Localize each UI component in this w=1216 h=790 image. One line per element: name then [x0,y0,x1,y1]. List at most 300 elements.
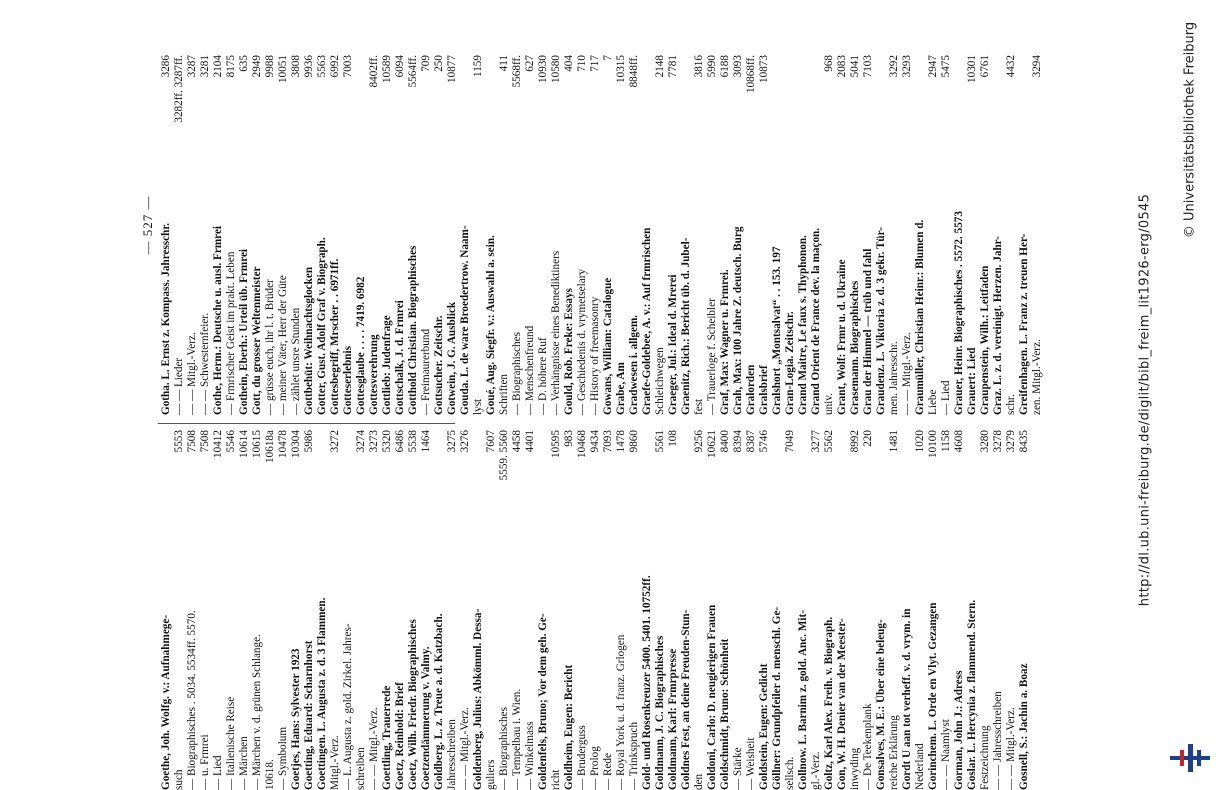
entry-text: Grau der Himmel — trüb und fahl [862,248,874,415]
index-entry [420,55,433,415]
index-entry [550,55,563,415]
entry-reference: 1159 [472,55,484,77]
entry-text: zen. Mitgl.-Verz. [1031,339,1043,415]
ub-freiburg-logo-icon [1168,742,1212,774]
index-entry [394,55,407,415]
index-entry [381,430,394,790]
entry-reference: 3277 [810,430,822,453]
entry-text: Gralsbrief [758,365,770,415]
entry-text: — zählet unsre Stunden [290,307,302,415]
entry-reference: 5475 [940,55,952,78]
index-entry [485,430,498,790]
entry-reference: 8992 [849,430,861,453]
entry-text: schr. [1005,394,1017,415]
entry-text: lyst [472,398,484,415]
entry-reference: 7049 [784,430,796,453]
index-entry [212,55,225,415]
index-entry [628,55,641,415]
entry-text: Gouda. L. de ware Broedertrow. Naam- [459,225,471,415]
index-entry [745,430,758,790]
index-entry [1018,430,1031,790]
entry-text: — Biographisches [511,332,523,415]
entry-reference: 10301 [966,55,978,83]
entry-reference: 627 [524,55,536,72]
entry-text: Gorman, John J.: Adress [953,670,965,790]
index-entry [758,55,771,415]
entry-text: Gralorden [745,364,757,415]
entry-text: Gottlieb: Judenfrage [381,315,393,415]
entry-reference: 5553 [173,430,185,453]
entry-text: reiche Erklärung [888,715,900,790]
index-entry [940,430,953,790]
index-entry [758,430,771,790]
entry-text: Gotthold Christian. Biographisches [407,245,419,415]
entry-text: — grüsse euch, ihr l. t. Brüder [264,279,276,415]
entry-reference: 3816 [693,55,705,78]
index-entry [615,55,628,415]
index-entry [420,430,433,790]
entry-reference: 3282ff. 3287ff. [173,55,185,123]
entry-text: Goltz, Karl Alex. Freih. v. Biograph. [823,616,835,790]
entry-reference: 10930 [537,55,549,83]
entry-text: Gotha. L. Ernst z. Kompass. Jahresschr. [160,222,172,415]
index-entry [966,430,979,790]
entry-text: gl.-Verz. [810,751,822,790]
entry-text: guliers [485,759,497,790]
entry-text: sellsch. [784,756,796,790]
entry-text: Goldberg. L. z. Treue a. d. Katzbach. [433,613,445,790]
entry-text: — u. Frmrei [199,734,211,790]
entry-text: — — Mitgl.-Verz. [901,332,913,415]
entry-reference: 7781 [667,55,679,78]
entry-reference: 5564ff. [407,55,419,88]
index-entry [225,55,238,415]
index-entry [550,430,563,790]
entry-text: Goldenberg, Julius: Abkömml. Dessa- [472,608,484,790]
index-entry [498,430,511,790]
entry-text: Goslar. L. Hercynia z. flammend. Stern. [966,599,978,790]
entry-text: Graenitz, Rich.: Bericht üb. d. Jubel- [680,237,692,415]
index-entry [641,430,654,790]
entry-text: Schleichwegen [654,347,666,415]
entry-reference: 3275 [446,430,458,453]
entry-text: Gon, W. H. Denier van der Meester- [836,618,848,790]
entry-reference: 8387 [745,430,757,453]
entry-reference: 9434 [589,430,601,453]
entry-reference: 10051 [277,55,289,83]
entry-text: — D. höhere Ruf [537,337,549,415]
index-entry [784,55,797,415]
entry-reference: 7093 [602,430,614,453]
index-entry [576,55,589,415]
entry-reference: 5320 [381,430,393,453]
entry-reference: 10621 [706,430,718,458]
index-entry [303,430,316,790]
entry-text: — Verhängnisse eines Benediktiners [550,250,562,415]
entry-text: Graf, Max: Wagner u. Frmrei. [719,269,731,415]
index-entry [862,430,875,790]
entry-text: Göllner: Grundpfeiler d. menschl. Ge- [771,606,783,790]
entry-reference: 8175 [225,55,237,78]
index-entry [459,55,472,415]
entry-text: Goldoni, Carlo: D. neugierigen Frauen [706,604,718,790]
entry-reference: 968 [823,55,835,72]
entry-text: Goué, Aug. Siegfr. v.: Auswahl a. sein. [485,235,497,415]
entry-text: — Stärke [732,747,744,790]
entry-reference: 5568ff. [511,55,523,88]
index-entry [732,55,745,415]
entry-text: Goetz, Wilh. Friedr. Biographisches [407,619,419,790]
entry-reference: 7103 [862,55,874,78]
entry-text: — — Mitgl.-Verz. [368,707,380,790]
entry-text: Gran-Logia. Zeitschr. [784,311,796,415]
entry-text: Gonsalves, M. E.: Über eine beleug- [875,619,887,790]
entry-reference: 9936 [303,55,315,78]
index-entry [407,55,420,415]
entry-text: Gotteserlebnis [342,346,354,415]
index-entry [290,55,303,415]
index-entry [953,55,966,415]
index-entry [615,430,628,790]
index-entry [771,55,784,415]
entry-text: Greifenhagen. L. Franz z. treuen Her- [1018,233,1030,415]
index-entry [433,430,446,790]
entry-text: Goldmann, J. C. Biographisches [654,635,666,790]
entry-text: Goetjes, Hans: Sylvester 1923 [290,648,302,790]
entry-text: — De Teekenplank [862,703,874,790]
entry-text: — Italienische Reise [225,696,237,790]
entry-reference: 9860 [628,430,640,453]
index-entry [901,430,914,790]
entry-text: — — Naamlyst [940,719,952,790]
entry-text: Gottbehüt: Weihnachtsglocken [303,266,315,415]
entry-reference: 3278 [992,430,1004,453]
entry-text: Mitgl.-Verz. [329,735,341,790]
entry-text: 10618. [264,759,276,790]
index-entry [719,55,732,415]
index-entry [641,55,654,415]
entry-reference: 10873 [758,55,770,83]
entry-text: Festzeichnung [979,725,991,790]
index-entry [589,55,602,415]
index-entry [316,430,329,790]
index-entry [849,430,862,790]
entry-reference: 3286 [160,55,172,78]
entry-text: — — Lieder [173,357,185,415]
entry-text: fest [693,398,705,415]
index-entry [264,430,277,790]
entry-text: — Geschiedenis d. vrymetselary [576,268,588,415]
entry-text: Gottesbegriff, Mrscher . . 6971ff. [329,258,341,415]
entry-reference: 5986 [303,430,315,453]
entry-text: Gralshort „Montsalvat“ . . 153. 197 [771,246,783,415]
index-entry [199,430,212,790]
index-entry [251,430,264,790]
entry-text: Schriften [498,373,510,415]
index-entry [810,55,823,415]
entry-text: — Freimaurerbund [420,328,432,415]
index-entry [212,430,225,790]
entry-text: Gothein, Eberh.: Urteil üb. Frmrei [238,248,250,415]
index-entry [888,430,901,790]
index-entry [719,430,732,790]
entry-reference: 4608 [953,430,965,453]
index-entry [264,55,277,415]
index-entry [784,430,797,790]
entry-text: Graeger, Jul.: Ideal d. Mrerei [667,274,679,415]
entry-reference: 5546 [225,430,237,453]
index-entry [498,55,511,415]
index-entry [888,55,901,415]
entry-text: Goldstein, Eugen: Gedicht [758,663,770,790]
entry-reference: 2148 [654,55,666,78]
entry-text: Gosnell, S.: Jachin a. Boaz [1018,663,1030,790]
index-entry [329,430,342,790]
entry-reference: 5041 [849,55,861,78]
entry-text: Gould, Rob. Freke: Essays [563,288,575,415]
index-entry [277,55,290,415]
index-entry [576,430,589,790]
index-entry [511,55,524,415]
entry-text: Goldenfels, Bruno; Vor dem geh. Ge- [537,613,549,790]
entry-reference: 709 [420,55,432,72]
entry-text: Gotwein, J. G. Ausblick [446,301,458,415]
entry-text: — Lied [940,380,952,415]
entry-text: — — Jahresschreiben [992,691,1004,790]
index-entry [823,55,836,415]
index-entry [745,55,758,415]
entry-reference: 5563 [316,55,328,78]
entry-text: richt [550,769,562,790]
index-entry [316,55,329,415]
index-entry [771,430,784,790]
index-entry [251,55,264,415]
entry-reference: 10877 [446,55,458,83]
index-entry [654,55,667,415]
entry-reference: 7003 [342,55,354,78]
entry-reference: 2104 [212,55,224,78]
entry-reference: 1478 [615,430,627,453]
entry-text: Goethe, Joh. Wolfg. v.: Aufnahmege- [160,614,172,790]
index-entry [693,430,706,790]
index-entry [524,55,537,415]
entry-reference: 10315 [615,55,627,83]
entry-text: Grauert: Lied [966,347,978,415]
entry-text: den [693,773,705,790]
index-entry [1005,55,1018,415]
index-entry [706,55,719,415]
index-entry [654,430,667,790]
entry-reference: 710 [576,55,588,72]
entry-text: men. Jahresschr. [888,341,900,415]
entry-reference: 983 [563,430,575,447]
entry-text: — Symbolum [277,726,289,790]
entry-text: Graudenz. L. Viktoria z. d. 3 gekr. Tür- [875,227,887,415]
index-entry [290,430,303,790]
entry-text: Gottschalk, J. d. Frmrei [394,300,406,415]
page-number: — 527 — [140,195,155,255]
entry-reference: 3274 [355,430,367,453]
index-entry [342,430,355,790]
entry-text: — Frmrischer Geist im prakt. Leben [225,251,237,415]
index-entry [160,55,173,415]
index-entry [797,430,810,790]
entry-reference: 3287 [186,55,198,78]
index-entry [836,55,849,415]
entry-text: Gottesverehrung [368,334,380,415]
entry-text: Goldheim, Eugen: Bericht [563,664,575,790]
index-entry [992,55,1005,415]
index-entry [680,430,693,790]
entry-reference: 3292 [888,55,900,78]
entry-text: such [173,769,185,790]
entry-reference: 10618a [264,430,276,463]
index-entry [862,55,875,415]
entry-text: Gold- und Rosenkreuzer 5400. 5401. 10752ff. [641,575,653,790]
entry-reference: 8435 [1018,430,1030,453]
index-entry [667,430,680,790]
index-entry [901,55,914,415]
entry-reference: 6992 [329,55,341,78]
entry-text: — — Schwesternfeier. [199,312,211,415]
index-entry [485,55,498,415]
entry-reference: 1481 [888,430,900,453]
entry-text: Grauer, Heinr. Biographisches . 5572. 5573 [953,211,965,415]
entry-reference: 10595 [550,430,562,458]
index-entry [849,55,862,415]
column-divider [158,423,455,424]
entry-text: — — Mitgl.-Verz. [1005,707,1017,790]
entry-reference: 1158 [940,430,952,452]
index-entry [199,55,212,415]
entry-reference: 7607 [485,430,497,453]
index-entry [563,55,576,415]
entry-reference: 5559. 5560 [498,430,510,481]
index-entry [537,55,550,415]
index-entry [940,55,953,415]
index-entry [1031,55,1044,415]
index-entry [706,430,719,790]
entry-reference: 250 [433,55,445,72]
entry-text: Graefe-Goldebee, A. v.: Auf frmrischen [641,227,653,415]
index-entry [667,55,680,415]
entry-reference: 3280 [979,430,991,453]
index-entry [1018,55,1031,415]
entry-reference: 6486 [394,430,406,453]
entry-reference: 10589 [381,55,393,83]
entry-text: univ. [823,393,835,415]
index-entry [186,55,199,415]
entry-reference: 6188 [719,55,731,78]
entry-text: — Weisheit [745,737,757,790]
entry-text: Goettling, Trauerrede [381,685,393,790]
index-entry [368,55,381,415]
entry-reference: 5990 [706,55,718,78]
entry-text: Gotter, Gust. Adolf Graf v. Biograph. [316,237,328,415]
entry-text: Liebe [927,389,939,415]
entry-text: Gothe, Herm.: Deutsche u. ausl. Frmrei [212,225,224,415]
index-entry [303,55,316,415]
entry-text: Gradwesen i. allgem. [628,314,640,415]
index-entry [277,430,290,790]
index-entry [602,55,615,415]
entry-text: Gottesglaube . . . . 7419. 6982 [355,276,367,415]
index-entry [433,55,446,415]
entry-reference: 411 [498,55,510,72]
entry-reference: 9988 [264,55,276,78]
entry-reference: 9256 [693,430,705,453]
entry-text: Grasemann. Biographisches [849,280,861,415]
entry-text: Gollnow. L. Barnim z. gold. Anc. Mit- [797,610,809,790]
right-column [160,55,1043,415]
index-entry [953,430,966,790]
entry-text: — Rede [602,753,614,790]
index-entry [732,430,745,790]
entry-text: Grabe, Am [615,362,627,415]
entry-reference: 10468 [576,430,588,458]
index-entry [368,430,381,790]
entry-text: Gorinchem. L. Orde en Vlyt. Gezangen [927,602,939,790]
entry-reference: 8402ff. [368,55,380,88]
entry-text: — meiner Väter, Herr der Güte [277,275,289,415]
entry-reference: 7 [602,55,614,61]
index-entry [836,430,849,790]
index-entry [238,430,251,790]
entry-text: Jahresschreiben [446,719,458,790]
index-entry [810,430,823,790]
entry-text: Goldnes Fest, an deine Freuden-Stun- [680,609,692,790]
entry-reference: 2083 [836,55,848,78]
entry-reference: 8848ff. [628,55,640,88]
index-entry [875,430,888,790]
entry-reference: 3294 [1031,55,1043,78]
entry-text: Goldmann, Karl: Frmrpresse [667,648,679,790]
entry-reference: 5538 [407,430,419,453]
index-entry [407,430,420,790]
entry-text: Graz. L. z. d. vereinigt. Herzen. Jahr- [992,236,1004,415]
entry-text: Gottsucher. Zeitschr. [433,315,445,415]
entry-reference: 10100 [927,430,939,458]
entry-reference: 10614 [238,430,250,458]
index-entry [589,430,602,790]
entry-text: — Märchen [238,736,250,790]
entry-text: — Menschenfreund [524,325,536,415]
entry-reference: 1464 [420,430,432,453]
entry-reference: 5562 [823,430,835,453]
index-entry [914,55,927,415]
entry-text: Gowans, William: Catalogue [602,277,614,415]
index-entry [927,430,940,790]
entry-text: Goetzendämmerung v. Valmy. [420,646,432,790]
index-entry [446,55,459,415]
entry-text: Goettingen. L. Augusta z. d. 3 Flammen. [316,597,328,790]
entry-reference: 10304 [290,430,302,458]
entry-reference: 404 [563,55,575,72]
entry-text: schreiben [355,747,367,790]
entry-reference: 10478 [277,430,289,458]
source-url[interactable]: http://dl.ub.uni-freiburg.de/diglit/bibl_freim_lit1926-erg/0545 [1137,193,1153,607]
entry-text: — Biographisches [498,707,510,790]
index-entry [628,430,641,790]
index-entry [602,430,615,790]
entry-reference: 3808 [290,55,302,78]
index-entry [979,55,992,415]
entry-reference: 2947 [927,55,939,78]
index-entry [797,55,810,415]
entry-text: Grand Maitre, Le faux s. Thyphonon. [797,235,809,415]
entry-text: — Märchen v. d. grünen Schlange. [251,634,263,790]
index-entry [173,430,186,790]
